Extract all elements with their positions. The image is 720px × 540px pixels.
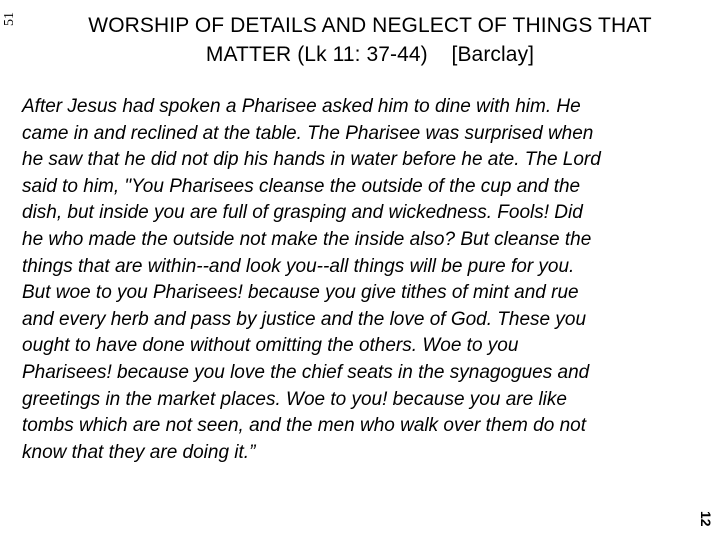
- page-number-left: 51: [2, 12, 17, 26]
- slide-title: [28, 11, 712, 69]
- passage-paragraph-2: But woe to you Pharisees! because you give tithes of mint and rue and every herb and pass by justice and the love of God. These you ought to have done without omitting the others. Woe to you Pharisees! because you love the chief seats in the synagogues and greetings in the market places. Woe to you! because you are like tombs which are not seen, and the men who walk over them do not know that they are doing it.”: [22, 282, 590, 463]
- slide-title-line-2: MATTER (Lk 11: 37-44) [Barclay]: [205, 43, 535, 66]
- page-number-right: 12: [698, 511, 714, 527]
- passage-paragraph-1: After Jesus had spoken a Pharisee asked him to dine with him. He came in and reclined at the table. The Pharisee was surprised when he saw that he did not dip his hands in water before he ate. The Lord said to him, "You Pharisees cleanse the outside of the cup and the dish, but inside you are full of grasping and wickedness. Fools! Did he who made the outside not make the inside also? But cleanse the things that are within--and look you--all things will be pure for you.: [22, 96, 601, 277]
- slide-title-line-1: WORSHIP OF DETAILS AND NEGLECT OF THINGS THAT: [88, 14, 652, 37]
- scripture-passage: [22, 94, 690, 466]
